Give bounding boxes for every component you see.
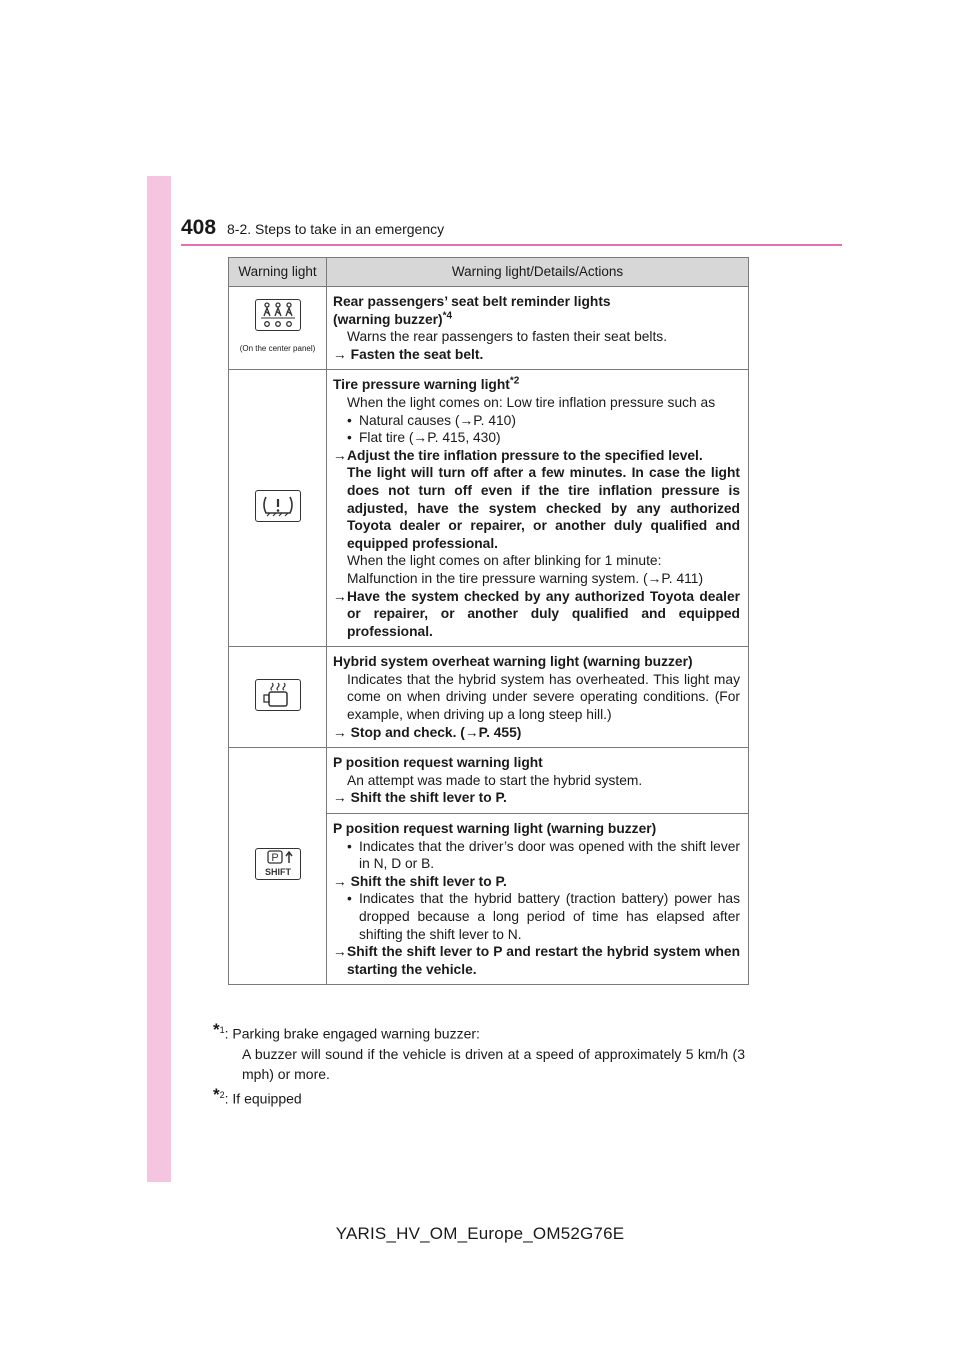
row-detail: Malfunction in the tire pressure warning system. (→P. 411)	[347, 570, 704, 586]
list-item	[333, 429, 740, 447]
footnote-ref: *4	[442, 310, 453, 321]
row-detail: When the light comes on: Low tire inflation pressure such as	[347, 394, 716, 410]
row-action: Fasten the seat belt.	[350, 346, 484, 362]
bullet-icon: •	[347, 838, 352, 854]
row-action: Adjust the tire inflation pressure to the specified level.	[347, 447, 703, 463]
p-shift-icon-label: SHIFT	[264, 867, 291, 878]
list-item	[333, 412, 740, 430]
bullet-icon: •	[347, 430, 352, 446]
list-item	[333, 890, 740, 943]
chapter-side-band	[147, 176, 171, 1182]
seatbelt-description	[327, 287, 749, 370]
table-row	[229, 647, 749, 748]
icon-cell	[229, 370, 327, 647]
header-rule	[181, 244, 842, 246]
tire-pressure-description	[327, 370, 749, 647]
row-action: Shift the shift lever to P.	[350, 790, 507, 806]
footnote-2	[213, 1085, 745, 1109]
arrow-icon: →	[333, 873, 347, 889]
footnote-number: 2	[219, 1090, 225, 1100]
icon-cell	[229, 748, 327, 985]
list-item	[333, 838, 740, 873]
tire-pressure-warning-icon	[255, 490, 301, 522]
col-header-details: Warning light/Details/Actions	[327, 258, 749, 287]
row-detail: Warns the rear passengers to fasten their seat belts.	[347, 329, 668, 345]
icon-cell	[229, 287, 327, 370]
list-item-text: Natural causes (→P. 410)	[359, 412, 516, 428]
document-footer: YARIS_HV_OM_Europe_OM52G76E	[335, 1224, 625, 1243]
footnote-number: 1	[219, 1025, 225, 1035]
table-row	[229, 748, 749, 814]
arrow-icon: →	[333, 724, 347, 740]
arrow-icon: →	[333, 346, 347, 362]
footnote-label: : If equipped	[224, 1090, 302, 1107]
row-title: Tire pressure warning light	[333, 377, 510, 393]
warning-light-table	[228, 257, 749, 985]
table-row	[229, 370, 749, 647]
arrow-icon: →	[333, 588, 347, 604]
row-detail: Indicates that the hybrid system has overheated. This light may come on when driving under severe operating conditions. (For example, when driving up a long steep hill.)	[347, 671, 740, 723]
bullet-icon: •	[347, 412, 352, 428]
row-action: Shift the shift lever to P.	[350, 873, 507, 889]
hybrid-system-overheat-icon	[255, 679, 301, 711]
col-header-warning-light: Warning light	[229, 258, 327, 287]
footnote-body: A buzzer will sound if the vehicle is driven at a speed of approximately 5 km/h (3 mph) or more.	[242, 1045, 745, 1082]
row-action: Have the system checked by any authorized Toyota dealer or repairer, or another duly qualified and equipped professional.	[347, 588, 740, 639]
rear-seatbelt-reminder-icon	[255, 299, 301, 331]
footnote-1	[213, 1020, 745, 1084]
p-shift-icon-letter: P	[270, 852, 279, 865]
row-action: Stop and check. (→P. 455)	[350, 724, 522, 740]
row-action: Shift the shift lever to P and restart the hybrid system when starting the vehicle.	[347, 944, 740, 977]
row-title: Hybrid system overheat warning light (warning buzzer)	[333, 654, 693, 670]
row-title: Rear passengers’ seat belt reminder lights	[333, 294, 611, 309]
row-title-line2: (warning buzzer)	[333, 311, 443, 327]
arrow-icon: →	[333, 447, 347, 463]
footnote-mark: *	[213, 1085, 220, 1104]
p-shift-icon	[255, 848, 301, 880]
bullet-icon: •	[347, 891, 352, 907]
page-number: 408	[181, 216, 217, 239]
table-row	[229, 287, 749, 370]
footnote-ref: *2	[509, 375, 520, 387]
p-position-description	[327, 748, 749, 814]
overheat-description	[327, 647, 749, 748]
list-item-text: Indicates that the hybrid battery (traction battery) power has dropped because a long period of time has elapsed after shifting the shift lever to N.	[359, 891, 740, 942]
footnote-mark: *	[213, 1020, 220, 1039]
list-item-text: Indicates that the driver’s door was opened with the shift lever in N, D or B.	[359, 838, 740, 872]
icon-cell	[229, 647, 327, 748]
list-item-text: Flat tire (→P. 415, 430)	[359, 430, 501, 446]
icon-caption: (On the center panel)	[239, 343, 316, 353]
row-detail: An attempt was made to start the hybrid system.	[347, 772, 643, 788]
table-header-row	[229, 258, 749, 287]
arrow-icon: →	[333, 944, 347, 960]
row-detail: When the light comes on after blinking for 1 minute:	[347, 553, 662, 569]
row-title: P position request warning light (warning buzzer)	[333, 821, 657, 837]
row-action-detail: The light will turn off after a few minutes. In case the light does not turn off even if the tire inflation pressure is adjusted, have the system checked by any authorized Toyota dealer or repairer, or another duly qualified and equipped professional.	[347, 465, 740, 551]
footnote-label: : Parking brake engaged warning buzzer:	[224, 1025, 480, 1042]
row-title: P position request warning light	[333, 755, 543, 771]
arrow-icon: →	[333, 790, 347, 806]
p-position-buzzer-description	[327, 814, 749, 985]
section-title: 8-2. Steps to take in an emergency	[227, 221, 445, 237]
